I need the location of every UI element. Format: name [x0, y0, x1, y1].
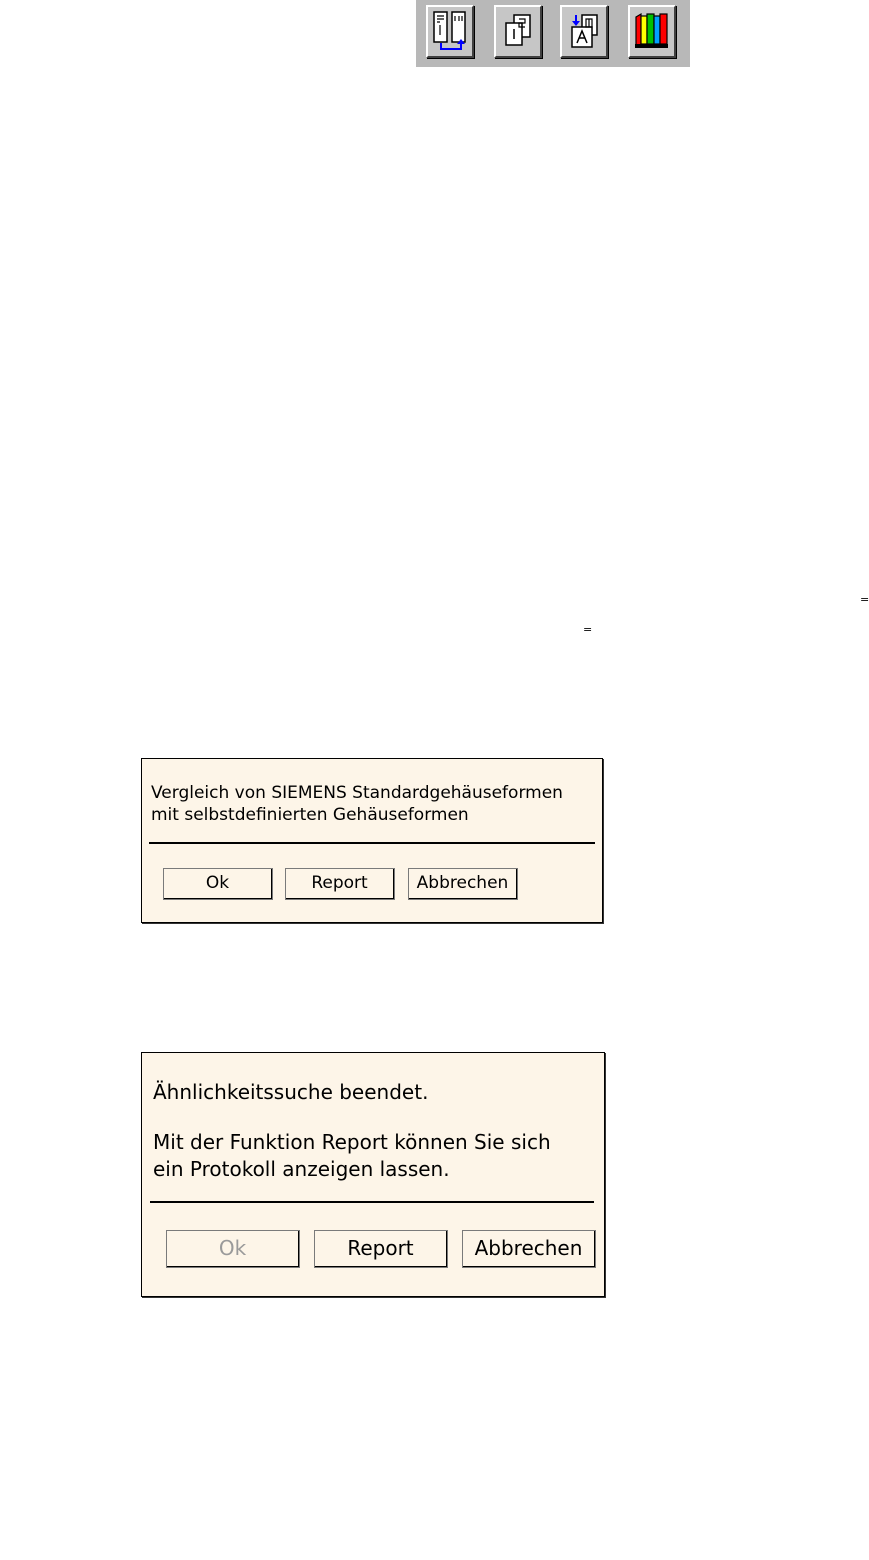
dialog-message-line: mit selbstdefinierten Gehäuseformen — [151, 805, 469, 825]
search-replace-button[interactable] — [560, 5, 608, 58]
cancel-button[interactable]: Abbrechen — [408, 868, 518, 900]
report-button[interactable]: Report — [314, 1230, 448, 1268]
library-button[interactable] — [628, 5, 676, 58]
pages-icon — [496, 7, 540, 56]
pages-button[interactable] — [494, 5, 542, 58]
compare-dialog — [141, 758, 603, 923]
dialog-message-line: Ähnlichkeitssuche beendet. — [153, 1080, 429, 1104]
equals-marker: = — [860, 593, 869, 606]
dialog-message-line: ein Protokoll anzeigen lassen. — [153, 1157, 450, 1181]
library-books-icon — [630, 7, 674, 56]
search-finished-dialog — [141, 1052, 605, 1297]
dialog-message-line: Mit der Funktion Report können Sie sich — [153, 1130, 551, 1154]
search-replace-icon — [562, 7, 606, 56]
dialog-separator — [149, 842, 595, 844]
compare-libraries-button[interactable] — [426, 5, 474, 58]
report-button[interactable]: Report — [285, 868, 395, 900]
compare-libraries-icon — [428, 7, 472, 56]
ok-button[interactable]: Ok — [163, 868, 273, 900]
ok-button-disabled: Ok — [166, 1230, 300, 1268]
cancel-button[interactable]: Abbrechen — [462, 1230, 596, 1268]
dialog-separator — [150, 1201, 594, 1203]
equals-marker: = — [583, 623, 593, 636]
toolbar — [416, 0, 690, 67]
dialog-message-line: Vergleich von SIEMENS Standardgehäuseformen — [151, 783, 563, 803]
